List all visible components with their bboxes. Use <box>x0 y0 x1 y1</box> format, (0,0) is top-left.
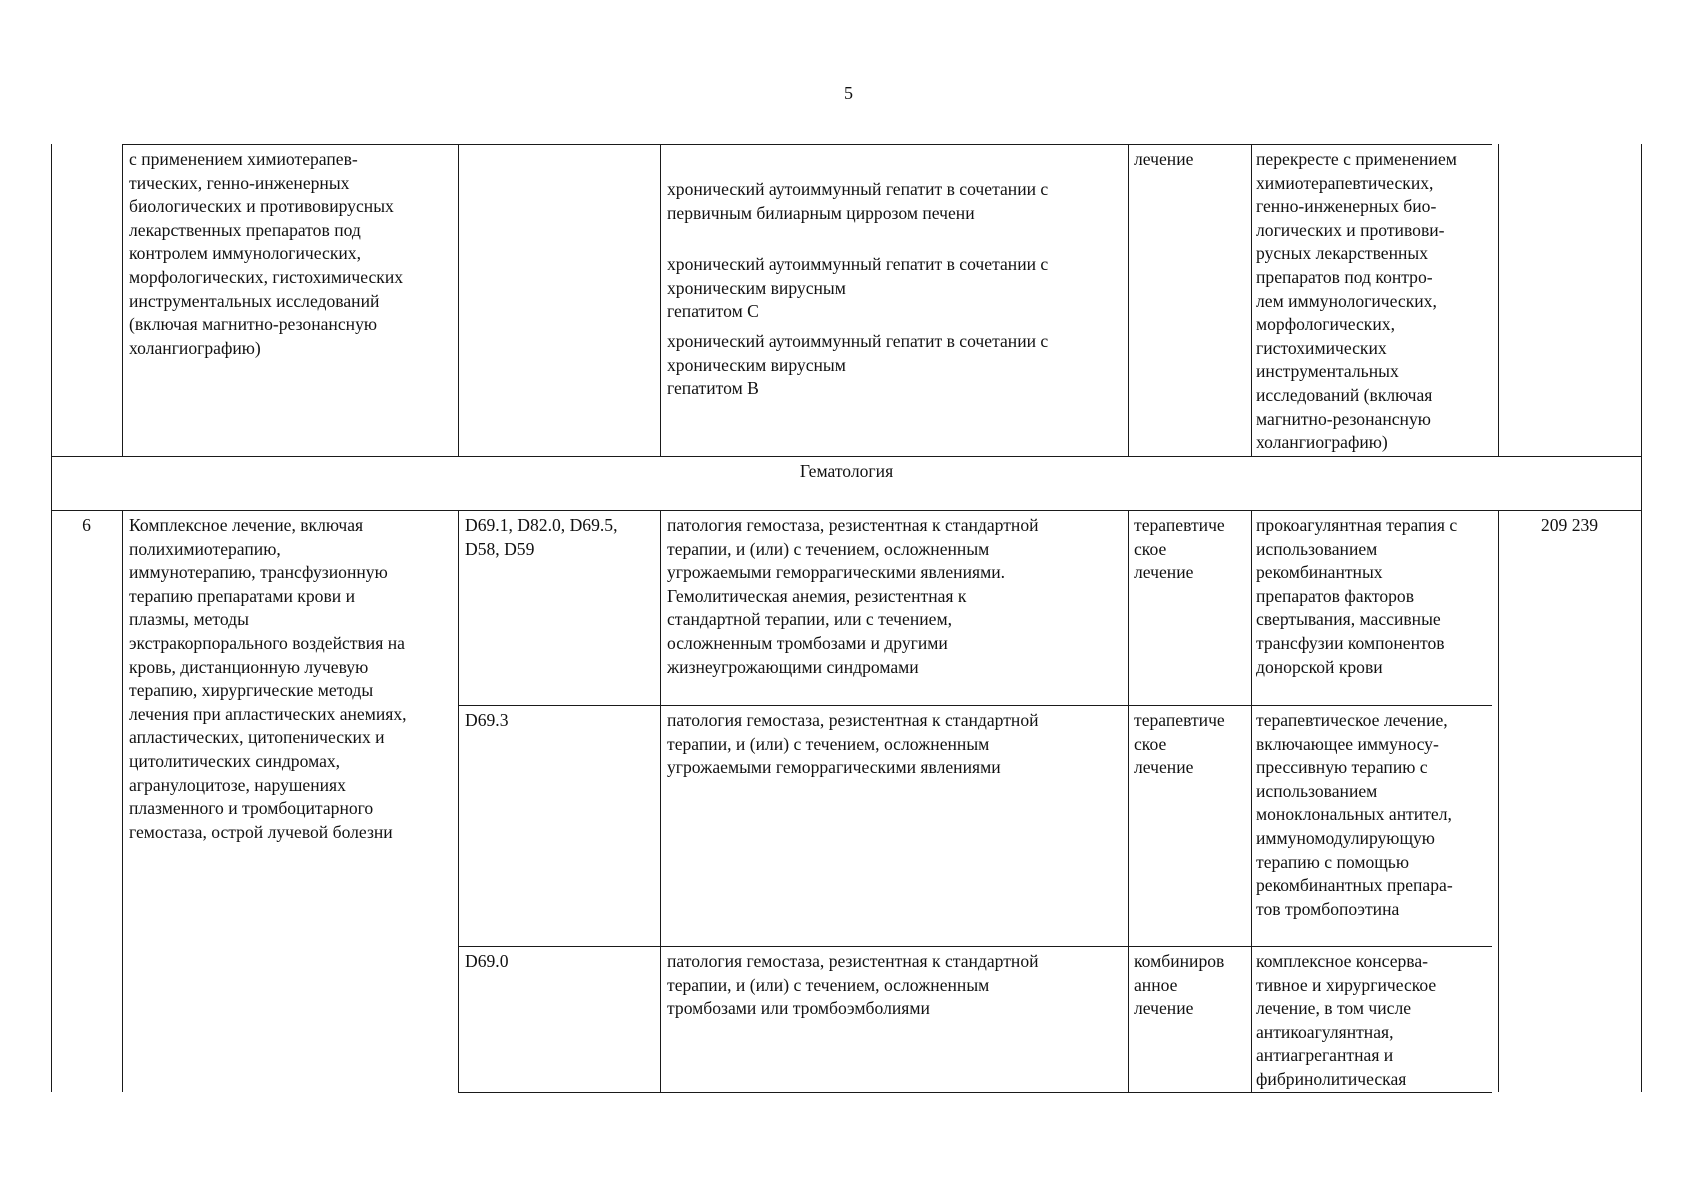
column-border <box>660 144 661 456</box>
subrow-2-diagnosis: патология гемостаза, резистентная к стандартной терапии, и (или) с течением, осложненным угрожаемыми геморрагическими явлениями <box>667 710 1039 778</box>
column-border <box>1128 510 1129 1092</box>
column-border <box>122 510 123 1092</box>
subrow-1-codes: D69.1, D82.0, D69.5, D58, D59 <box>465 515 618 559</box>
column-border <box>1251 510 1252 1092</box>
continuation-method-text: с применением химиотерапев- тических, генно-инженерных биологических и противовирусных лекарственных препаратов под контролем иммунологических, морфологических, гистохимических инструментальных исследований (включая магнитно-резонансную холангиографию) <box>129 149 404 358</box>
table-right-border <box>1641 144 1642 1092</box>
row-border <box>458 705 1492 706</box>
table-left-border <box>51 144 52 1092</box>
subrow-3-diagnosis: патология гемостаза, резистентная к стандартной терапии, и (или) с течением, осложненным тромбозами или тромбоэмболиями <box>667 951 1039 1019</box>
row-border <box>51 456 1642 457</box>
column-border <box>1498 144 1499 456</box>
row-border <box>122 144 1492 145</box>
row-border <box>51 510 1642 511</box>
continuation-treatment-type: лечение <box>1134 149 1194 169</box>
column-border <box>1498 510 1499 1092</box>
subrow-2-treatment-type: терапевтиче ское лечение <box>1134 710 1225 778</box>
subrow-1-diagnosis: патология гемостаза, резистентная к стандартной терапии, и (или) с течением, осложненным угрожаемыми геморрагическими явлениями. Гемолитическая анемия, резистентная к стандартной терапии, или с течением, осложненным тромбозами и другими жизнеугрожающими синдромами <box>667 515 1039 677</box>
row6-cost: 209 239 <box>1540 515 1599 535</box>
subrow-2-treatment-method: терапевтическое лечение, включающее иммуносу- прессивную терапию с использованием моноклональных антител, иммуномодулирующую терапию с помощью рекомбинантных препара- тов тромбопоэтина <box>1256 710 1453 919</box>
row-border <box>458 1092 1492 1093</box>
column-border <box>122 144 123 456</box>
continuation-diagnosis-1: хронический аутоиммунный гепатит в сочетании с первичным билиарным циррозом печени <box>667 179 1049 223</box>
continuation-diagnosis-2: хронический аутоиммунный гепатит в сочетании с хроническим вирусным гепатитом С <box>667 254 1049 322</box>
column-border <box>458 510 459 1092</box>
row6-method-text: Комплексное лечение, включая полихимиотерапию, иммунотерапию, трансфузионную терапию препаратами крови и плазмы, методы экстракорпорального воздействия на кровь, дистанционную лучевую терапию, хирургические методы лечения при апластических анемиях, апластических, цитопенических и цитолитических синдромах, агранулоцитозе, нарушениях плазменного и тромбоцитарного гемостаза, острой лучевой болезни <box>129 515 407 842</box>
page-number: 5 <box>844 83 853 103</box>
row-number: 6 <box>82 515 91 535</box>
subrow-3-codes: D69.0 <box>465 951 509 971</box>
section-title: Гематология <box>799 461 894 481</box>
subrow-1-treatment-method: прокоагулянтная терапия с использованием рекомбинантных препаратов факторов свертывания, массивные трансфузии компонентов донорской крови <box>1256 515 1458 677</box>
row-border <box>458 946 1492 947</box>
continuation-treatment-method: перекресте с применением химиотерапевтических, генно-инженерных био- логических и противови- русных лекарственных препаратов под контро- лем иммунологических, морфологических, гистохимических инструментальных исследований (включая магнитно-резонансную холангиографию) <box>1256 149 1457 453</box>
column-border <box>458 144 459 456</box>
subrow-1-treatment-type: терапевтиче ское лечение <box>1134 515 1225 583</box>
subrow-3-treatment-type: комбиниров анное лечение <box>1134 951 1225 1019</box>
subrow-2-codes: D69.3 <box>465 710 509 730</box>
column-border <box>1251 144 1252 456</box>
continuation-diagnosis-3: хронический аутоиммунный гепатит в сочетании с хроническим вирусным гепатитом В <box>667 331 1049 399</box>
column-border <box>660 510 661 1092</box>
subrow-3-treatment-method: комплексное консерва- тивное и хирургическое лечение, в том числе антикоагулянтная, антиагрегантная и фибринолитическая <box>1256 951 1437 1089</box>
column-border <box>1128 144 1129 456</box>
